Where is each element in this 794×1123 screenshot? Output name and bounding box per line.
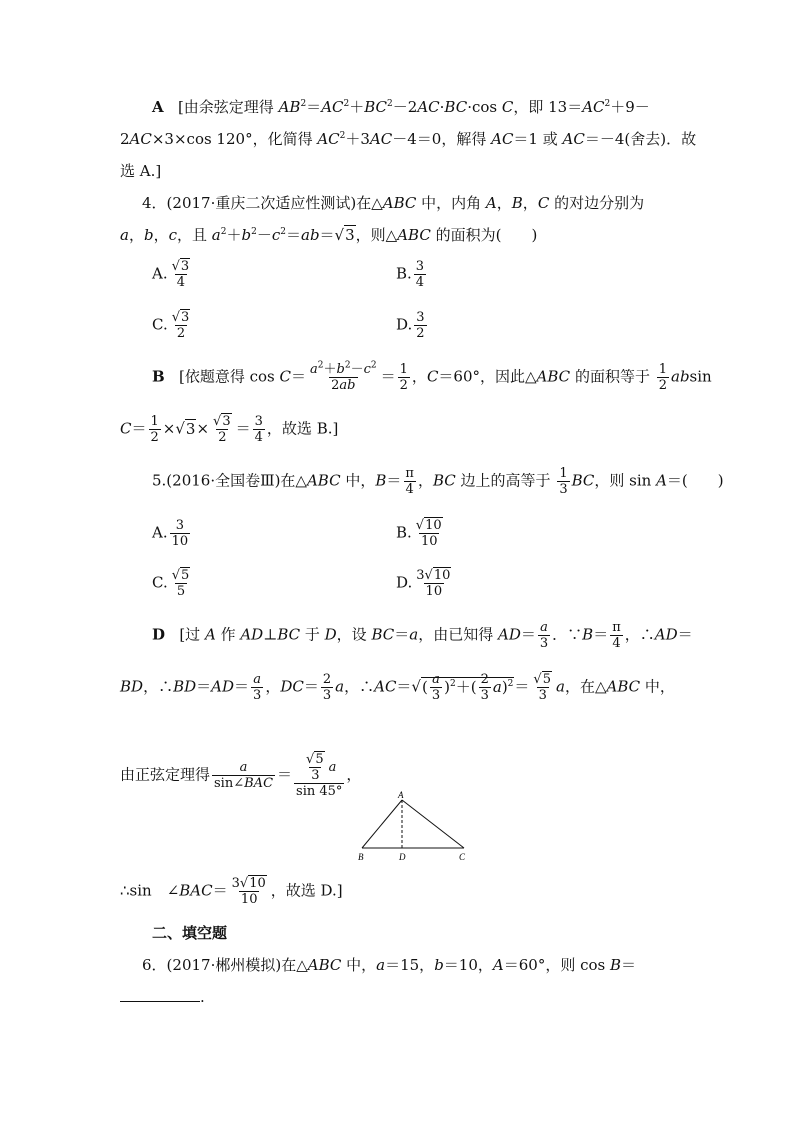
label-c: C — [459, 852, 466, 862]
side-ac — [402, 800, 464, 848]
q6-stem-line2: . — [120, 986, 205, 1008]
q5-option-b: B. $\frac{√10}{10}$ — [396, 518, 442, 549]
q4-stem-line2: a，b，c，且 $a^2+b^2-c^2=ab=√3$，则△ABC 的面积为( ) — [120, 226, 538, 244]
q5-option-a: A. $\frac{3}{10}$ — [152, 518, 189, 549]
q5-answer-line4: ∴sin ∠BAC＝ $\frac{3√10}{10}$ ，故选 D.] — [120, 876, 343, 907]
q3-answer-line1: A [由余弦定理得 $AB^2=AC^2+BC^2-2AC\cdot BC\cdot\cos$ C，即 $13=AC^2+9-$ — [152, 98, 650, 116]
q4-option-b: B. $\frac{3}{4}$ — [396, 259, 425, 290]
section-title: 二、填空题 — [152, 924, 228, 942]
q5-option-d: D. $\frac{3√10}{10}$ — [396, 568, 451, 599]
side-ab — [362, 800, 402, 848]
q4-option-d: D. $\frac{3}{2}$ — [396, 310, 425, 341]
q5-option-c: C. $\frac{√5}{5}$ — [152, 568, 190, 599]
triangle-figure — [352, 790, 482, 862]
q5-answer-line2: BD，∴BD＝AD＝ $\frac{a}{3}$ ，DC＝ $\frac{2}{3}$ a，∴AC＝√( $\frac{a}{3}$ )$^2$＋( $\frac{2}{3}$ a)$^2$＝ $\frac{√5}{3}$ a，在△ABC 中， — [120, 672, 675, 703]
answer-mark: A — [152, 98, 164, 116]
q4-option-c: C. $\frac{√3}{2}$ — [152, 310, 190, 341]
q4-option-a: A. $\frac{√3}{4}$ — [152, 259, 190, 290]
q6-stem-line1: 6．(2017·郴州模拟)在△ABC 中，a＝15，b＝10，A＝60°，则 cos B＝ — [142, 956, 637, 974]
q4-answer-line1: B [依题意得 cos C＝ $\frac{a^2+b^2-c^2}{2ab}$ ＝ $\frac{1}{2}$ ，C＝60°，因此△ABC 的面积等于 $\frac{1}{2}$ absin — [152, 360, 712, 393]
q5-stem: 5.(2016·全国卷Ⅲ)在△ABC 中，B＝ $\frac{\pi}{4}$ ，BC 边上的高等于 $\frac{1}{3}$ BC，则 sin A＝( ) — [152, 466, 724, 497]
q3-answer-line3: 选 A.] — [120, 162, 162, 180]
q5-answer-line1: D [过 A 作 AD⊥BC 于 D，设 BC＝a，由已知得 AD＝ $\frac{a}{3}$ ．∵B＝ $\frac{\pi}{4}$ ，∴AD＝ — [152, 620, 693, 651]
answer-mark: D — [152, 625, 166, 644]
q3-answer-line2: 2AC×3×cos 120°，化简得 $AC^2+3AC-4=0$，解得 AC＝1 或 AC＝－4(舍去)．故 — [120, 130, 697, 148]
q4-stem-line1: 4．(2017·重庆二次适应性测试)在△ABC 中，内角 A，B，C 的对边分别为 — [142, 194, 645, 212]
label-a: A — [398, 790, 404, 800]
q5-answer-line3: 由正弦定理得 $\frac{a}{\text{sin∠BAC}}$ ＝ $\frac{√5}{3}$ a sin 45° ， — [120, 752, 362, 799]
answer-blank[interactable] — [120, 1001, 200, 1002]
label-b: B — [358, 852, 364, 862]
q4-answer-line2: C＝ $\frac{1}{2}$ ×√3× $\frac{√3}{2}$ ＝ $\frac{3}{4}$ ，故选 B.] — [120, 414, 339, 445]
label-d: D — [399, 852, 406, 862]
answer-mark: B — [152, 367, 165, 386]
